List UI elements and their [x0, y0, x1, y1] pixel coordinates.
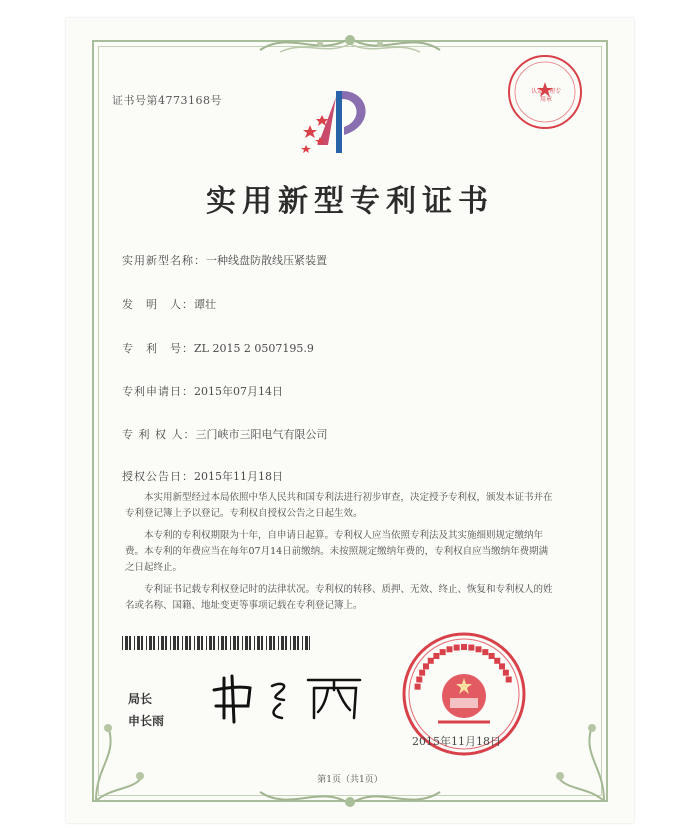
seal-glyph-mark — [482, 649, 488, 655]
seal-date: 2015年11月18日 — [412, 735, 501, 748]
seal-glyph-mark — [476, 646, 482, 652]
field-value: 谭壮 — [194, 298, 216, 311]
seal-glyph-mark — [506, 676, 512, 682]
barcode-bar — [201, 636, 203, 650]
seal-glyph-mark — [503, 670, 509, 676]
seal-glyph-mark — [499, 663, 505, 669]
field-label: 专 利 权 人： — [122, 428, 196, 441]
field-filing-date — [122, 383, 283, 399]
corner-ornament-bottom-right — [552, 716, 612, 806]
barcode-bar — [129, 636, 131, 650]
body-paragraph: 本实用新型经过本局依照中华人民共和国专利法进行初步审查，决定授予专利权，颁发本证书并在专利登记簿上予以登记。专利权自授权公告之日起生效。 — [125, 492, 553, 519]
barcode-bar — [141, 636, 143, 650]
document-title: 实用新型专利证书 — [206, 184, 494, 219]
field-label: 专 利 号： — [122, 342, 194, 355]
barcode-bar — [177, 636, 179, 650]
barcode-bar — [170, 636, 171, 650]
field-value: 三门峡市三阳电气有限公司 — [195, 428, 328, 441]
barcode-bar — [134, 636, 135, 650]
barcode-bar — [309, 636, 310, 650]
barcode-bar — [230, 636, 231, 650]
barcode-bar — [221, 636, 224, 650]
patent-office-emblem — [300, 85, 380, 160]
barcode — [122, 636, 310, 650]
barcode-bar — [122, 636, 123, 650]
barcode-bar — [242, 636, 243, 650]
seal-glyph-mark — [494, 658, 500, 664]
barcode-bar — [165, 636, 167, 650]
field-label: 发 明 人： — [122, 298, 194, 311]
barcode-bar — [173, 636, 176, 650]
barcode-bar — [261, 636, 263, 650]
barcode-bar — [213, 636, 215, 650]
barcode-bar — [302, 636, 303, 650]
seal-glyph-mark — [415, 684, 421, 690]
barcode-bar — [278, 636, 279, 650]
field-value: ZL 2015 2 0507195.9 — [194, 342, 314, 355]
barcode-bar — [194, 636, 195, 650]
seal-glyph-mark — [454, 645, 460, 651]
top-ornament — [250, 28, 450, 62]
barcode-bar — [125, 636, 128, 650]
seal-glyph-mark — [461, 644, 467, 650]
barcode-bar — [149, 636, 152, 650]
seal-glyph-mark — [433, 653, 439, 659]
field-value: 2015年07月14日 — [194, 385, 283, 398]
barcode-bar — [305, 636, 308, 650]
seal-glyph-mark — [468, 645, 474, 651]
barcode-bar — [206, 636, 207, 650]
agency-seal-text: 认定代理专用章 — [530, 88, 561, 103]
barcode-bar — [225, 636, 227, 650]
field-label: 实用新型名称： — [122, 254, 206, 267]
barcode-bar — [182, 636, 183, 650]
barcode-bar — [161, 636, 164, 650]
barcode-bar — [218, 636, 219, 650]
barcode-bar — [249, 636, 251, 650]
field-utility-model-name — [122, 252, 327, 268]
seal-glyph-mark — [440, 649, 446, 655]
barcode-bar — [273, 636, 275, 650]
signatory-name: 申长雨 — [128, 714, 165, 728]
seal-glyph-mark — [446, 646, 452, 652]
corner-ornament-bottom-left — [88, 716, 148, 806]
field-patentee — [122, 426, 328, 442]
handwritten-signature — [210, 668, 370, 724]
body-paragraph: 专利证书记载专利权登记时的法律状况。专利权的转移、质押、无效、终止、恢复和专利权人的姓名或名称、国籍、地址变更等事项记载在专利登记簿上。 — [125, 584, 553, 611]
barcode-bar — [137, 636, 140, 650]
barcode-bar — [285, 636, 287, 650]
seal-glyph-mark — [419, 670, 425, 676]
barcode-bar — [245, 636, 248, 650]
barcode-bar — [158, 636, 159, 650]
bottom-ornament — [250, 784, 450, 814]
field-label: 授权公告日： — [122, 470, 194, 483]
barcode-bar — [290, 636, 291, 650]
certificate-number: 证书号第4773168号 — [112, 94, 222, 107]
field-inventor — [122, 296, 216, 312]
field-value: 2015年11月18日 — [194, 470, 283, 483]
field-label: 专利申请日： — [122, 385, 194, 398]
barcode-bar — [297, 636, 299, 650]
certificate-body — [125, 490, 555, 614]
barcode-bar — [293, 636, 296, 650]
barcode-bar — [281, 636, 284, 650]
barcode-bar — [197, 636, 200, 650]
barcode-bar — [189, 636, 191, 650]
field-patent-number — [122, 340, 314, 356]
seal-glyph-mark — [489, 653, 495, 659]
barcode-bar — [153, 636, 155, 650]
barcode-bar — [185, 636, 188, 650]
barcode-bar — [146, 636, 147, 650]
seal-glyph-mark — [416, 676, 422, 682]
seal-glyph-mark — [423, 663, 429, 669]
barcode-bar — [266, 636, 267, 650]
field-value: 一种线盘防散线压紧装置 — [206, 254, 327, 267]
barcode-bar — [269, 636, 272, 650]
field-grant-date — [122, 468, 283, 484]
barcode-bar — [209, 636, 212, 650]
seal-glyph-mark — [428, 658, 434, 664]
barcode-bar — [257, 636, 260, 650]
barcode-bar — [237, 636, 239, 650]
page-footer: 第1页（共1页） — [317, 775, 383, 785]
signatory-role: 局长 — [128, 692, 153, 706]
barcode-bar — [233, 636, 236, 650]
barcode-bar — [254, 636, 255, 650]
body-paragraph: 本专利的专利权期限为十年，自申请日起算。专利权人应当依照专利法及其实施细则规定缴纳年费。本专利的年费应当在每年07月14日前缴纳。未按照规定缴纳年费的，专利权自应当缴纳年费期满之日起终止。 — [125, 530, 549, 573]
